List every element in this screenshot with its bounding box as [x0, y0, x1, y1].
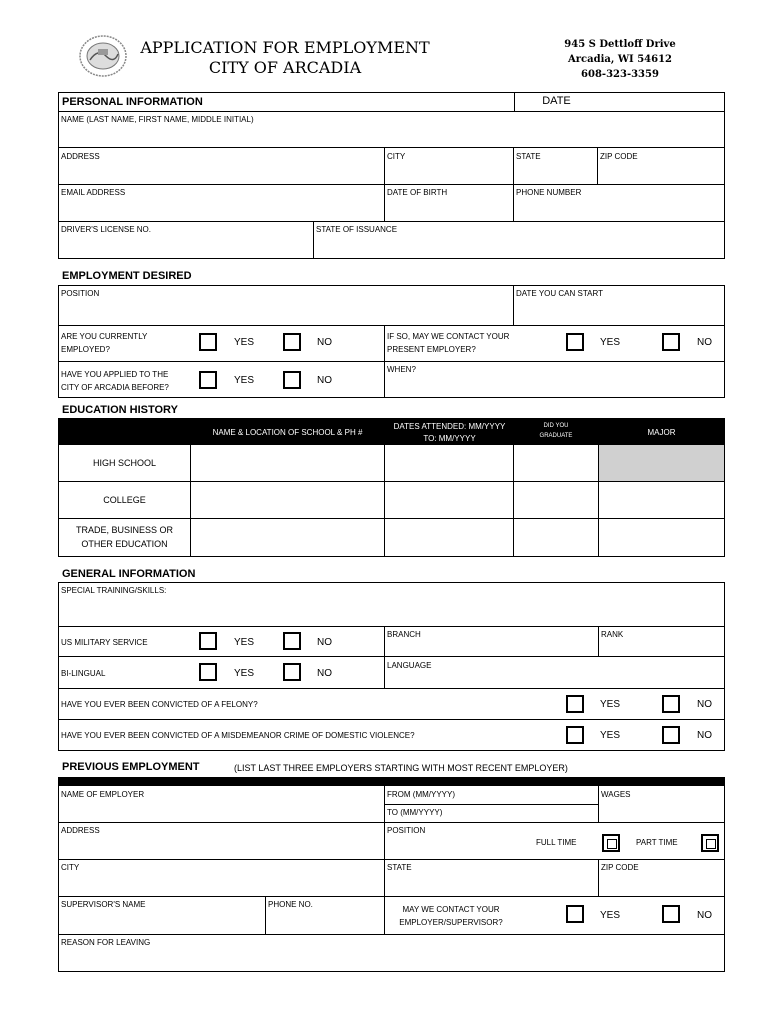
education-cell[interactable] [598, 518, 725, 557]
education-cell[interactable] [190, 518, 385, 557]
supervisor-label: SUPERVISOR'S NAME [61, 900, 146, 909]
city-seal-logo [78, 34, 128, 78]
prev-state-field[interactable] [384, 859, 599, 897]
language-label: LANGUAGE [387, 661, 432, 670]
currently-employed-no-label: NO [317, 337, 332, 348]
misdemeanor-no-label: NO [697, 730, 712, 741]
bilingual-label: BI-LINGUAL [61, 669, 106, 678]
misdemeanor-yes-label: YES [600, 730, 621, 741]
form-title-line2: CITY OF ARCADIA [208, 58, 362, 77]
may-contact-employer-yes-checkbox[interactable] [566, 905, 584, 923]
currently-employed-no-checkbox[interactable] [283, 333, 301, 351]
section-title-general: GENERAL INFORMATION [62, 568, 196, 580]
date-label: DATE [542, 95, 571, 107]
education-row-label: TRADE, BUSINESS OR OTHER EDUCATION [75, 525, 174, 549]
to-label: TO (MM/YYYY) [387, 808, 443, 817]
currently-employed-label: ARE YOU CURRENTLY EMPLOYED? [61, 332, 148, 354]
military-label: US MILITARY SERVICE [61, 638, 148, 647]
currently-employed-yes-label: YES [234, 337, 255, 348]
prev-address-label: ADDRESS [61, 826, 100, 835]
email-label: EMAIL ADDRESS [61, 188, 126, 197]
military-no-checkbox[interactable] [283, 632, 301, 650]
city-label: CITY [387, 152, 406, 161]
military-no-label: NO [317, 637, 332, 648]
felony-no-label: NO [697, 699, 712, 710]
education-cell[interactable] [384, 481, 514, 519]
education-col-dates: DATES ATTENDED: MM/YYYY TO: MM/YYYY [393, 422, 506, 443]
education-col-name: NAME & LOCATION OF SCHOOL & PH # [212, 428, 363, 437]
reason-leaving-field[interactable] [58, 934, 725, 972]
form-title-line1: APPLICATION FOR EMPLOYMENT [140, 38, 430, 57]
misdemeanor-no-checkbox[interactable] [662, 726, 680, 744]
prev-position-label: POSITION [387, 826, 426, 835]
education-major-shaded-cell [598, 444, 725, 482]
address-field[interactable] [58, 147, 385, 185]
may-contact-employer-no-checkbox[interactable] [662, 905, 680, 923]
misdemeanor-yes-checkbox[interactable] [566, 726, 584, 744]
education-row-label: HIGH SCHOOL [92, 458, 156, 468]
may-contact-no-label: NO [697, 337, 712, 348]
license-label: DRIVER'S LICENSE NO. [61, 225, 151, 234]
form-title [130, 38, 440, 78]
previous-instructions: (LIST LAST THREE EMPLOYERS STARTING WITH MOST RECENT EMPLOYER) [234, 763, 568, 773]
name-label: NAME (LAST NAME, FIRST NAME, MIDDLE INITIAL) [61, 115, 254, 124]
prev-state-label: STATE [387, 863, 412, 872]
prev-city-label: CITY [61, 863, 80, 872]
currently-employed-yes-checkbox[interactable] [199, 333, 217, 351]
bilingual-no-label: NO [317, 668, 332, 679]
military-yes-label: YES [234, 637, 255, 648]
employer-label: NAME OF EMPLOYER [61, 790, 145, 799]
education-cell[interactable] [190, 481, 385, 519]
applied-before-no-label: NO [317, 375, 332, 386]
may-contact-label: IF SO, MAY WE CONTACT YOUR PRESENT EMPLOYER? [387, 332, 510, 354]
address-label: ADDRESS [61, 152, 100, 161]
reason-leaving-label: REASON FOR LEAVING [61, 938, 151, 947]
education-cell[interactable] [513, 481, 599, 519]
education-cell[interactable] [384, 444, 514, 482]
section-title-previous: PREVIOUS EMPLOYMENT [62, 761, 200, 773]
dob-label: DATE OF BIRTH [387, 188, 448, 197]
felony-label: HAVE YOU EVER BEEN CONVICTED OF A FELONY? [61, 700, 258, 709]
state-issuance-label: STATE OF ISSUANCE [316, 225, 398, 234]
prev-address-field[interactable] [58, 822, 385, 860]
applied-before-no-checkbox[interactable] [283, 371, 301, 389]
date-start-label: DATE YOU CAN START [516, 289, 603, 298]
full-time-checkbox[interactable] [602, 834, 620, 852]
zip-label: ZIP CODE [600, 152, 638, 161]
phone-label: PHONE NUMBER [516, 188, 582, 197]
wages-label: WAGES [601, 790, 631, 799]
address-city: Arcadia, WI 54612 [567, 54, 672, 65]
when-field[interactable] [384, 361, 725, 398]
language-field[interactable] [384, 656, 725, 689]
may-contact-no-checkbox[interactable] [662, 333, 680, 351]
education-col-graduate: DID YOU GRADUATE [539, 423, 573, 439]
prev-phone-label: PHONE NO. [268, 900, 313, 909]
education-col-major: MAJOR [647, 428, 676, 437]
applied-before-yes-checkbox[interactable] [199, 371, 217, 389]
state-label: STATE [516, 152, 541, 161]
section-title-education: EDUCATION HISTORY [62, 404, 178, 416]
education-cell[interactable] [513, 518, 599, 557]
bilingual-yes-checkbox[interactable] [199, 663, 217, 681]
bilingual-yes-label: YES [234, 668, 255, 679]
education-row-label: COLLEGE [103, 495, 146, 505]
may-contact-employer-no-label: NO [697, 910, 712, 921]
prev-zip-label: ZIP CODE [601, 863, 639, 872]
felony-yes-checkbox[interactable] [566, 695, 584, 713]
position-label: POSITION [61, 289, 100, 298]
rank-label: RANK [601, 630, 624, 639]
position-field[interactable] [58, 285, 514, 326]
felony-no-checkbox[interactable] [662, 695, 680, 713]
may-contact-yes-checkbox[interactable] [566, 333, 584, 351]
branch-label: BRANCH [387, 630, 421, 639]
special-training-label: SPECIAL TRAINING/SKILLS: [61, 586, 167, 595]
applied-before-label: HAVE YOU APPLIED TO THE CITY OF ARCADIA BEFORE? [61, 370, 169, 392]
part-time-checkbox[interactable] [701, 834, 719, 852]
prev-city-field[interactable] [58, 859, 385, 897]
section-title-employment: EMPLOYMENT DESIRED [62, 270, 192, 282]
education-cell[interactable] [598, 481, 725, 519]
education-cell[interactable] [190, 444, 385, 482]
may-contact-employer-yes-label: YES [600, 910, 621, 921]
may-contact-yes-label: YES [600, 337, 621, 348]
education-cell[interactable] [513, 444, 599, 482]
part-time-label: PART TIME [636, 838, 678, 847]
city-address [530, 37, 710, 82]
full-time-label: FULL TIME [536, 838, 577, 847]
education-cell[interactable] [384, 518, 514, 557]
when-label: WHEN? [387, 365, 416, 374]
applied-before-yes-label: YES [234, 375, 255, 386]
section-title-personal: PERSONAL INFORMATION [62, 96, 203, 108]
from-label: FROM (MM/YYYY) [387, 790, 455, 799]
may-contact-employer-label: MAY WE CONTACT YOUR EMPLOYER/SUPERVISOR? [399, 905, 503, 927]
misdemeanor-label: HAVE YOU EVER BEEN CONVICTED OF A MISDEMEANOR CRIME OF DOMESTIC VIOLENCE? [61, 731, 415, 740]
address-phone: 608-323-3359 [581, 69, 659, 80]
felony-yes-label: YES [600, 699, 621, 710]
address-street: 945 S Dettloff Drive [564, 39, 676, 50]
military-yes-checkbox[interactable] [199, 632, 217, 650]
bilingual-no-checkbox[interactable] [283, 663, 301, 681]
bilingual-row [58, 656, 385, 689]
